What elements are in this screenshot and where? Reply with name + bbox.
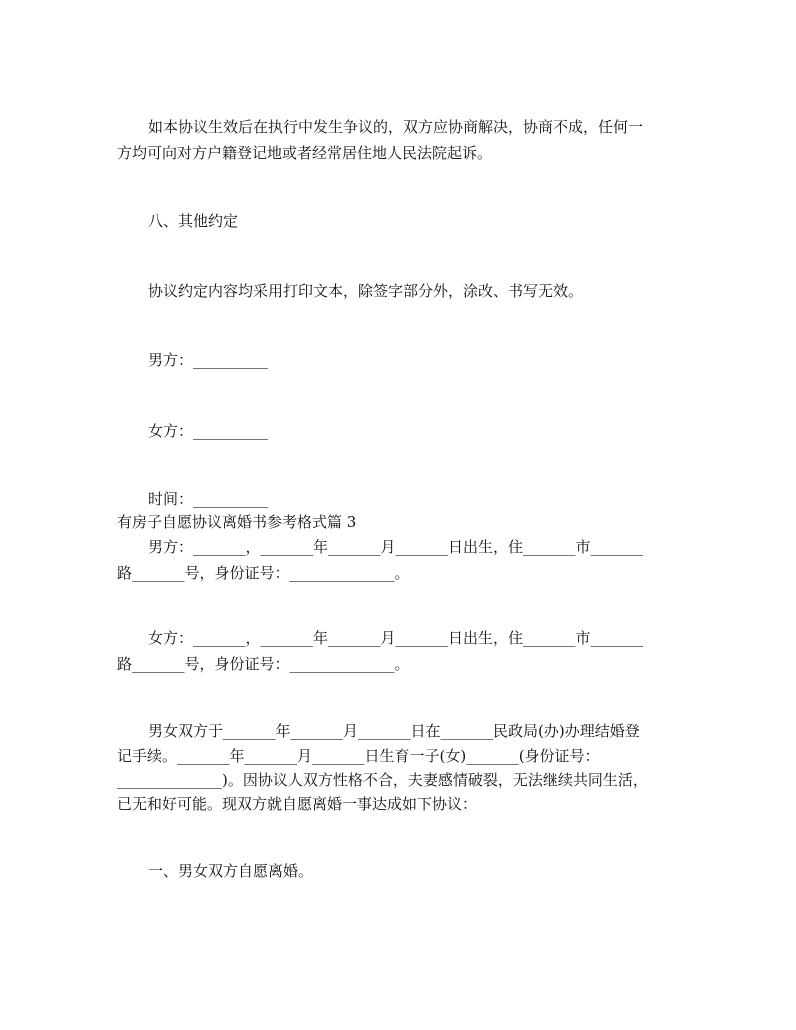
female-info-line-1: 女方：_______，_______年_______月_______日出生，住_______市_______ xyxy=(148,629,644,647)
time-signature-line: 时间：__________ xyxy=(148,490,269,508)
marriage-paragraph-line-1: 男女双方于_______年_______月_______日在_______民政局(办)办理结婚登 xyxy=(148,722,640,740)
section-1-heading: 一、男女双方自愿离婚。 xyxy=(148,862,314,880)
male-info-line-1: 男方：_______，_______年_______月_______日出生，住_______市_______ xyxy=(148,538,644,556)
female-signature-line: 女方：__________ xyxy=(148,422,269,440)
female-info-line-2: 路_______号，身份证号：______________。 xyxy=(117,655,410,673)
male-signature-line: 男方：__________ xyxy=(148,351,269,369)
dispute-clause-line-1: 如本协议生效后在执行中发生争议的，双方应协商解决，协商不成，任何一 xyxy=(148,118,644,136)
marriage-paragraph-line-3: ______________)。因协议人双方性格不合，夫妻感情破裂，无法继续共同生活， xyxy=(117,771,648,789)
dispute-clause-line-2: 方均可向对方户籍登记地或者经常居住地人民法院起诉。 xyxy=(117,144,493,162)
male-info-line-2: 路_______号，身份证号：______________。 xyxy=(117,564,410,582)
section-8-text: 协议约定内容均采用打印文本，除签字部分外，涂改、书写无效。 xyxy=(148,282,584,300)
section-8-heading: 八、其他约定 xyxy=(148,212,239,230)
marriage-paragraph-line-2: 记手续。_______年_______月_______日生育一子(女)_______(身份证号： xyxy=(117,747,600,765)
document-title: 有房子自愿协议离婚书参考格式篇 3 xyxy=(117,513,357,531)
marriage-paragraph-line-4: 已无和好可能。现双方就自愿离婚一事达成如下协议： xyxy=(117,795,478,813)
